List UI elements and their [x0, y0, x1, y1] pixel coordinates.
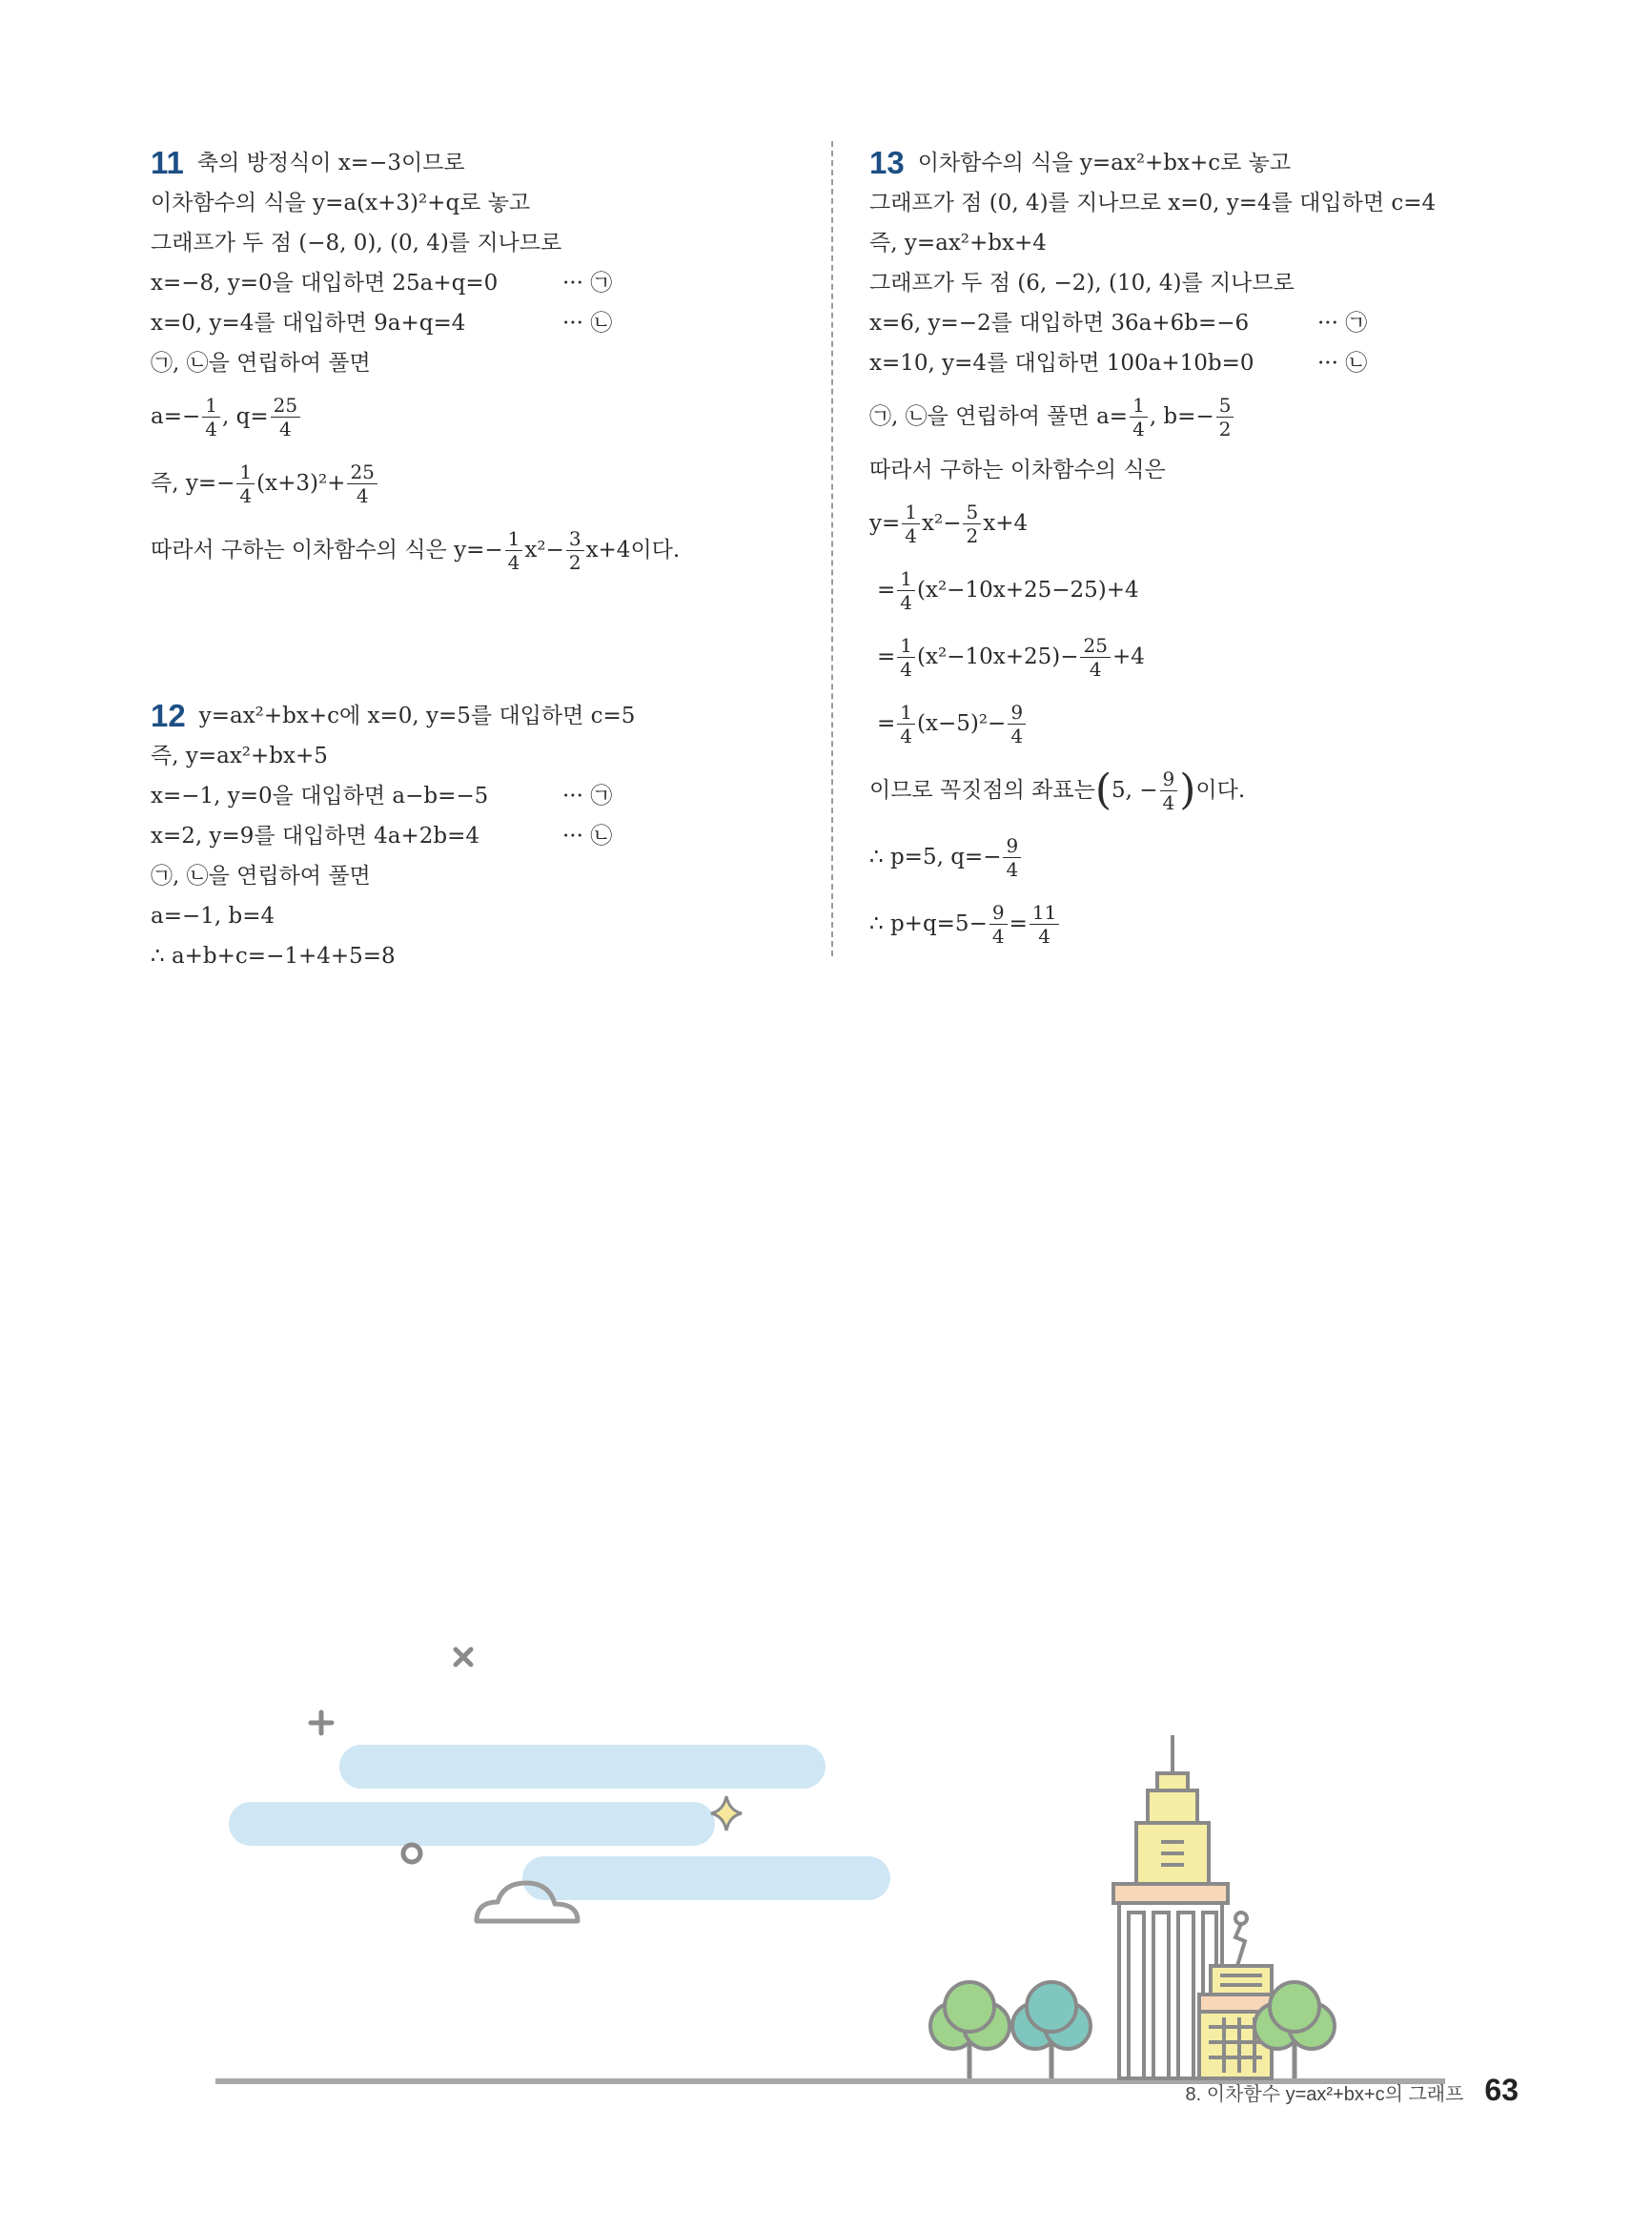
- p13-text-15b: =: [1009, 911, 1028, 936]
- fraction-numerator: 1: [505, 527, 523, 551]
- fraction-numerator: 1: [1130, 394, 1148, 418]
- sky-clouds: [229, 1745, 890, 1900]
- fraction: [505, 527, 523, 574]
- fraction: [902, 501, 920, 547]
- page-number: 63: [1484, 2073, 1519, 2107]
- chapter-title: 8. 이차함수 y=ax²+bx+c의 그래프: [1185, 2084, 1464, 2105]
- equation-marker-1: ··· ㉠: [562, 271, 613, 296]
- p13-text-2: 그래프가 점 (0, 4)를 지나므로 x=0, y=4를 대입하면 c=4: [869, 191, 1437, 215]
- p11-line-5: [151, 303, 818, 343]
- p11-line-7: [151, 383, 818, 450]
- p11-line-2: [151, 183, 818, 223]
- p12-line-3: [151, 776, 818, 816]
- p13-line-15: [869, 890, 1527, 957]
- p11-text-8b: (x+3)²+: [256, 471, 346, 496]
- fraction-denominator: 4: [239, 483, 253, 507]
- problem-number-11: 11: [151, 145, 184, 180]
- fraction: [1030, 901, 1059, 948]
- p13-text-13b: 5, −: [1111, 778, 1158, 803]
- p13-line-9: [869, 490, 1527, 557]
- tree-icon: [1012, 1982, 1091, 2078]
- p11-line-6: [151, 343, 818, 383]
- fraction-numerator: 5: [1216, 394, 1234, 418]
- p13-line-7: [869, 383, 1527, 450]
- fraction-denominator: 4: [507, 550, 520, 574]
- fraction: [236, 460, 255, 507]
- fraction-denominator: 4: [278, 417, 292, 440]
- fraction: [1216, 394, 1234, 440]
- problem-11: [151, 143, 818, 583]
- p12-text-7: ∴ a+b+c=−1+4+5=8: [151, 944, 396, 969]
- p13-text-13a: 이므로 꼭짓점의 좌표는: [869, 778, 1095, 803]
- fraction-numerator: 9: [1008, 701, 1026, 725]
- fraction-numerator: 9: [1003, 834, 1021, 858]
- p13-text-7a: ㉠, ㉡을 연립하여 풀면 a=: [869, 404, 1129, 429]
- p11-text-7b: , q=: [222, 404, 269, 429]
- fraction-numerator: 1: [897, 634, 915, 658]
- p13-text-9a: y=: [869, 511, 901, 536]
- p13-line-2: [869, 183, 1527, 223]
- equation-marker-1: ··· ㉠: [1317, 311, 1368, 336]
- p12-text-2: 즉, y=ax²+bx+5: [151, 744, 328, 768]
- fraction-denominator: 2: [966, 523, 979, 547]
- equation-marker-2: ··· ㉡: [1317, 351, 1368, 376]
- p13-line-14: [869, 824, 1527, 890]
- p11-text-5: x=0, y=4를 대입하면 9a+q=4: [151, 311, 466, 336]
- p13-text-4: 그래프가 두 점 (6, −2), (10, 4)를 지나므로: [869, 271, 1295, 296]
- p12-line-6: [151, 896, 818, 936]
- p12-line-5: [151, 856, 818, 896]
- fraction-denominator: 4: [1010, 724, 1024, 747]
- p11-line-1: [151, 143, 818, 183]
- star-sparkle-icon: [711, 1796, 742, 1831]
- p12-text-3: x=−1, y=0을 대입하면 a−b=−5: [151, 784, 489, 808]
- left-column: [151, 143, 818, 976]
- fraction-numerator: 25: [347, 460, 377, 484]
- p13-text-6: x=10, y=4를 대입하면 100a+10b=0: [869, 351, 1254, 376]
- p13-line-1: [869, 143, 1527, 183]
- fraction-numerator: 1: [202, 394, 220, 418]
- p13-line-12: [869, 690, 1527, 757]
- fraction-denominator: 4: [1162, 790, 1175, 814]
- p13-text-8: 따라서 구하는 이차함수의 식은: [869, 458, 1166, 482]
- fraction: [897, 567, 915, 614]
- fraction: [989, 901, 1008, 948]
- p13-line-4: [869, 263, 1527, 303]
- p13-text-7b: , b=−: [1149, 404, 1214, 429]
- problem-13: [869, 143, 1527, 957]
- right-column: [869, 143, 1527, 957]
- fraction-denominator: 4: [1038, 924, 1050, 948]
- p13-text-14a: ∴ p=5, q=−: [869, 845, 1002, 869]
- p11-text-3: 그래프가 두 점 (−8, 0), (0, 4)를 지나므로: [151, 231, 562, 256]
- p13-text-15a: ∴ p+q=5−: [869, 911, 988, 936]
- fraction-numerator: 3: [566, 527, 584, 551]
- p12-text-5: ㉠, ㉡을 연립하여 풀면: [151, 864, 371, 889]
- p11-text-7a: a=−: [151, 404, 201, 429]
- fraction-numerator: 1: [897, 567, 915, 591]
- fraction-denominator: 2: [568, 550, 581, 574]
- fraction-denominator: 4: [1132, 417, 1145, 440]
- fraction: [1008, 701, 1026, 747]
- fraction: [566, 527, 584, 574]
- fraction: [1003, 834, 1021, 881]
- fraction-denominator: 4: [1089, 657, 1102, 681]
- fraction: [897, 701, 915, 747]
- p13-line-11: [869, 624, 1527, 690]
- p13-text-1: 이차함수의 식을 y=ax²+bx+c로 놓고: [917, 151, 1292, 175]
- fraction-denominator: 4: [356, 483, 369, 507]
- p13-text-9b: x²−: [922, 511, 962, 536]
- p13-text-12b: (x−5)²−: [917, 711, 1007, 736]
- problem-number-13: 13: [869, 145, 905, 180]
- fraction-denominator: 4: [991, 924, 1005, 948]
- p11-line-4: [151, 263, 818, 303]
- fraction-denominator: 2: [1218, 417, 1232, 440]
- p13-text-3: 즉, y=ax²+bx+4: [869, 231, 1047, 256]
- fraction-denominator: 4: [205, 417, 217, 440]
- p12-line-1: [151, 696, 818, 736]
- fraction-numerator: 5: [963, 501, 981, 524]
- p11-line-3: [151, 223, 818, 263]
- p13-text-11a: =: [877, 644, 896, 669]
- fraction: [1160, 767, 1178, 814]
- fraction-numerator: 9: [989, 901, 1008, 925]
- fraction-numerator: 25: [1080, 634, 1110, 658]
- page-footer: [1186, 2073, 1519, 2108]
- tree-icon: [930, 1982, 1010, 2078]
- fraction-denominator: 4: [905, 523, 917, 547]
- p11-text-9a: 따라서 구하는 이차함수의 식은 y=−: [151, 538, 503, 563]
- plus-sparkle-icon: [311, 1712, 332, 1733]
- fraction: [1080, 634, 1110, 681]
- problem-number-12: 12: [151, 698, 186, 733]
- p11-text-1: 축의 방정식이 x=−3이므로: [196, 151, 465, 175]
- fraction-numerator: 1: [902, 501, 920, 524]
- fraction: [271, 394, 300, 440]
- p13-line-5: [869, 303, 1527, 343]
- fraction-denominator: 4: [900, 590, 913, 614]
- right-paren: ): [1179, 766, 1196, 814]
- ring-sparkle-icon: [403, 1845, 420, 1862]
- p12-line-2: [151, 736, 818, 776]
- fraction: [202, 394, 220, 440]
- p13-line-13: [869, 757, 1527, 824]
- p13-text-13c: 이다.: [1195, 778, 1246, 803]
- city-illustration: [0, 1621, 1652, 2097]
- fraction-numerator: 25: [271, 394, 300, 418]
- x-sparkle-icon: [456, 1649, 471, 1665]
- problem-12: [151, 696, 818, 976]
- fraction-denominator: 4: [1006, 857, 1019, 881]
- fraction-numerator: 1: [897, 701, 915, 725]
- fraction: [347, 460, 377, 507]
- p13-line-3: [869, 223, 1527, 263]
- equation-marker-2: ··· ㉡: [562, 824, 613, 849]
- p13-text-12a: =: [877, 711, 896, 736]
- left-paren: (: [1094, 766, 1112, 814]
- p13-text-11b: (x²−10x+25)−: [917, 644, 1079, 669]
- p11-text-8a: 즉, y=−: [151, 471, 235, 496]
- p12-text-4: x=2, y=9를 대입하면 4a+2b=4: [151, 824, 479, 849]
- fraction-denominator: 4: [900, 657, 913, 681]
- p11-text-9c: x+4이다.: [585, 538, 681, 563]
- p11-line-8: [151, 450, 818, 517]
- p11-line-9: [151, 517, 818, 583]
- p11-text-9b: x²−: [524, 538, 564, 563]
- fraction-numerator: 1: [236, 460, 255, 484]
- p13-line-6: [869, 343, 1527, 383]
- p11-text-4: x=−8, y=0을 대입하면 25a+q=0: [151, 271, 499, 296]
- fraction-numerator: 9: [1160, 767, 1178, 791]
- p13-text-5: x=6, y=−2를 대입하면 36a+6b=−6: [869, 311, 1250, 336]
- equation-marker-1: ··· ㉠: [562, 784, 613, 808]
- fraction-numerator: 11: [1030, 901, 1059, 925]
- p13-line-8: [869, 450, 1527, 490]
- fraction: [897, 634, 915, 681]
- column-divider: [831, 141, 833, 956]
- p12-line-4: [151, 816, 818, 856]
- p11-text-2: 이차함수의 식을 y=a(x+3)²+q로 놓고: [151, 191, 531, 215]
- fraction: [1130, 394, 1148, 440]
- equation-marker-2: ··· ㉡: [562, 311, 613, 336]
- p12-line-7: [151, 936, 818, 976]
- p13-text-11c: +4: [1112, 644, 1145, 669]
- p13-text-10b: (x²−10x+25−25)+4: [917, 578, 1139, 603]
- p13-text-10a: =: [877, 578, 896, 603]
- fraction-denominator: 4: [900, 724, 913, 747]
- p13-line-10: [869, 557, 1527, 624]
- p11-text-6: ㉠, ㉡을 연립하여 풀면: [151, 351, 371, 376]
- fraction: [963, 501, 981, 547]
- p12-text-1: y=ax²+bx+c에 x=0, y=5를 대입하면 c=5: [198, 704, 636, 728]
- p13-text-9c: x+4: [983, 511, 1029, 536]
- p12-text-6: a=−1, b=4: [151, 904, 275, 929]
